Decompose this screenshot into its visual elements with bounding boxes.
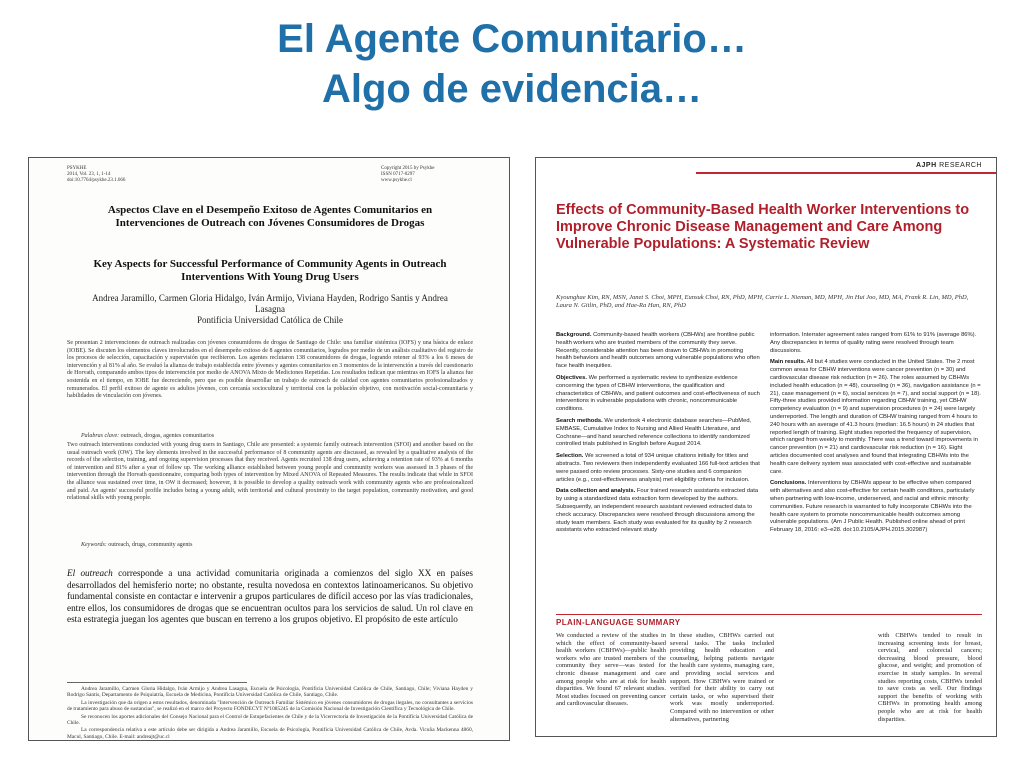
abstract-section [556,488,760,535]
body-lead-term: El outreach [67,568,113,578]
footnote-item: Andrea Jaramillo, Carmen Gloria Hidalgo, Iván Armijo y Andrea Lasagna, Escuela de Psicología, Pontificia Universidad Católica de Chile, Santiago, Chile; Viviana Hayden y Rodrigo Santis, Departamento de Psiquiatría, Escuela de Medicina, Pontificia Universidad Católica de Chile, Santiago, Chile. [67,686,473,699]
article-authors [89,293,451,326]
abstract-section-head: Conclusions. [770,480,807,487]
abstract-section [770,332,982,355]
author-names: Andrea Jaramillo, Carmen Gloria Hidalgo, Iván Armijo, Viviana Hayden, Rodrigo Santis y Andrea Lasagna [92,293,448,314]
abstract-section [556,453,760,484]
slide-title-line-2: Algo de evidencia… [321,67,703,111]
journal-name: AJPH [915,162,937,169]
article-title: Effects of Community-Based Health Worker Interventions to Improve Chronic Disease Management and Care Among Vulnerable Populations: A Systematic Review [556,202,970,252]
footnote-item: Se reconocen los aportes adicionales del Consejo Nacional para el Control de Estupefacientes de Chile y de la Vicerrectoría de Investigación de la Pontificia Universidad Católica de Chile. [67,713,473,727]
abstract-section [556,418,760,449]
footnote-divider [67,682,247,683]
abstract-section-text: Community-based health workers (CBHWs) are frontline public health workers who are trusted members of the community they serve. Recently, considerable attention has been drawn to CBHWs in promoting health behaviors and health outcomes among vulnerable populations who often face health inequities. [556,332,760,370]
footnote-item: La investigación que da origen a estos resultados, denominada "Intervención de Outreach Familiar Sistémico en jóvenes consumidores de drogas ilegales, no consultantes a servicios de tratamiento para abuso de sustancias", se realizó en el marco del Proyecto FONDECYT Nº1085245 de la Comisión Nacional de Investigación Científica y Tecnológica de Chile. [67,699,473,713]
paper-psykhe-page [28,157,510,741]
abstract-section-head: Main results. [770,359,806,366]
abstract-section [770,359,982,476]
plain-summary-column: We conducted a review of the studies in which the effect of community-based health workers (CBHWs)—public health workers who are trusted members of the community they serve—was tested for chronic disease management and care among people who are at risk for health disparities. We found 67 relevant studies. Most studies focused on preventing cancer and cardiovascular diseases. [556,632,666,708]
abstract-section [770,480,982,535]
keywords-spanish-label: Palabras clave: [81,433,120,439]
keywords-spanish [81,433,473,440]
keywords-english-values: outreach, drugs, community agents [108,542,193,548]
abstract-section-text: All but 4 studies were conducted in the United States. The 2 most common areas for CBHW interventions were cancer prevention (n = 30) and cardiovascular disease risk reduction (n = 26). The roles assumed by CBHWs included health education (n = 48), counseling (n = 36), navigation assistance (n = 21), case management (n = 6), social services (n = 7), and social support (n = 18). Fifty-three studies provided information regarding CBHW training, yet CBHW competency evaluation (n = 9) and supervision procedures (n = 24) were largely underreported. The length and duration of CBHW training ranged from 4 hours to 240 hours with an average of 41.3 hours (median: 16.5 hours) in 24 studies that reported length of training. Eight studies reported the frequency of supervision, which ranged from weekly to monthly. There was a trend toward improvements in cancer prevention (n = 21) and cardiovascular risk reduction (n = 16). Eight articles documented cost analyses and found that integrating CBHWs into the health care delivery system was associated with cost-effective and sustainable care. [770,359,981,475]
article-authors: Kyounghae Kim, RN, MSN, Janet S. Choi, MPH, Eunsuk Choi, RN, PhD, MPH, Carrie L. Nieman, MD, MPH, Jin Hui Joo, MD, MA, Frank R. Lin, MD, PhD, Laura N. Gitlin, PhD, and Hae-Ra Han, RN, PhD [556,294,969,309]
abstract-section-text: information. Interrater agreement rates ranged from 61% to 91% (average 86%). Any discrepancies in terms of quality rating were resolved through team discussions. [770,332,977,354]
abstract-column-left [556,332,760,539]
journal-section: RESEARCH [939,162,982,169]
abstract-section-head: Selection. [556,453,584,460]
abstract-section-head: Data collection and analysis. [556,488,636,495]
article-title-spanish: Aspectos Clave en el Desempeño Exitoso de Agentes Comunitarios en Intervenciones de Outreach con Jóvenes Consumidores de Drogas [107,204,433,229]
body-paragraph: corresponde a una actividad comunitaria originada a comienzos del siglo XX en países desarrollados del hemisferio norte; no obstante, resulta novedosa en contextos latinoamericanos. Su objetivo fundamental consiste en contactar e intervenir a grupos particulares de difícil acceso por las vías tradicionales, entre ellos, los consumidores de drogas que se encuentran ocultos para los servicios de salud. Un rol clave en esta estrategia juegan los agentes que buscan en terreno a los grupos objetivo. El propósito de este artículo [67,568,474,625]
abstract-column-right [770,332,982,539]
journal-meta-left: PSYKHE 2014, Vol. 23, 1, 1-14 doi:10.7764/psykhe.23.1.666 [67,166,126,183]
abstract-section-text: We undertook 4 electronic database searches—PubMed, EMBASE, Cumulative Index to Nursing and Allied Health Literature, and Cochrane—and hand searched reference collections to identify randomized controlled trials published in English before August 2014. [556,417,752,448]
journal-meta-right: Copyright 2015 by Psykhe ISSN 0717-0297 www.psykhe.cl [381,166,435,183]
plain-summary-divider [556,614,982,615]
abstract-section-text: We performed a systematic review to synthesize evidence concerning the types of CBHW interventions, the qualification and characteristics of CBHWs, and patient outcomes and cost-effectiveness of such interventions in vulnerable populations with chronic, noncommunicable conditions. [556,374,760,413]
paper-ajph-page [535,157,997,737]
author-affiliation: Pontificia Universidad Católica de Chile [197,315,343,325]
journal-header [536,158,996,174]
abstract-section-head: Background. [556,332,592,338]
plain-summary-heading: PLAIN-LANGUAGE SUMMARY [556,618,681,627]
keywords-english-label: Keywords: [81,542,107,548]
abstract-section-text: Four trained research assistants extracted data by using a standardized data extraction form developed by the authors. Subsequently, an independent research assistant reviewed extracted data to check accuracy. Discrepancies were resolved through discussions among the study team members. Each study was evaluated for its quality by 2 research assistants who extracted relevant study [556,488,759,534]
footnotes [67,686,473,741]
abstract-section-head: Objectives. [556,374,587,381]
plain-summary-column: In these studies, CBHWs carried out several tasks. The tasks included providing health education and counseling, helping patients navigate the health care systems, managing care, and providing social services and support. How CBHWs were trained or verified for their ability to carry out certain tasks, or who supervised their work was mostly underreported. Compared with no intervention or other alternatives, partnering [670,632,774,723]
abstract-section [556,332,760,371]
footnote-item: La correspondencia relativa a este artículo debe ser dirigida a Andrea Jaramillo, Escuela de Psicología, Pontificia Universidad Católica de Chile, Avda. Vicuña Mackenna 4860, Macul, Santiago, Chile. E-mail: andreajt@uc.cl [67,727,473,740]
journal-section-label [916,162,982,169]
abstract-section-text: We screened a total of 934 unique citations initially for titles and abstracts. Two reviewers then independently evaluated 166 full-text articles that were passed onto review processes. Sixty-one studies and 6 companion articles (e.g., cost-effectiveness analysis) met eligibility criteria for inclusion. [556,453,760,483]
slide-title [0,14,1024,114]
plain-summary-column: with CBHWs tended to result in increasing screening tests for breast, cervical, and colorectal cancers; decreasing blood pressure, blood glucose, and weight; and promotion of exercise in study samples. In several studies reporting costs, CBHWs tended to save costs as well. Our findings support the benefits of working with CBHWs in promoting health among people who are at risk for health disparities. [878,632,982,723]
abstract-section [556,375,760,414]
abstract-section-head: Search methods. [556,417,603,424]
article-body-text [67,568,473,626]
keywords-english [81,542,473,549]
slide-title-line-1: El Agente Comunitario… [277,17,747,61]
abstract-english: Two outreach interventions conducted with young drug users in Santiago, Chile are presented: a systemic family outreach intervention (SFOI) and another based on the usual outreach work (OW). The key elements involved in the successful performance of 8 community agents are discussed, as revealed by a qualitative analysis of the records of the selection, training, and ongoing supervision processes that they received. Agents recruited 138 drug users, achieving a retention rate of 93% at 6 months of intervention and 81% after a year of follow up. The working alliance established between young people and community workers was assessed in 3 phases of the intervention through the Horvath questionnaire, comparing both types of intervention by Mixed ANOVA of Repeated Measures. The results indicate that while in SFOI the alliance was sustained over time, in OW it decreased; however, it is possible to develop a quality outreach work with community agents who are professionalized and paid. An agents' successful profile includes being a young adult, with territorial and cultural proximity to the target population, community motivation, and good relational skills with young people. [67,442,473,502]
abstract-spanish: Se presentan 2 intervenciones de outreach realizadas con jóvenes consumidores de drogas de Santiago de Chile: una familiar sistémica (IOFS) y una básica de enlace (IOBE). Se discuten los elementos claves involucrados en el desempeño exitoso de 8 agentes comunitarios, logrados por medio de un análisis cualitativo del registro de los procesos de selección, capacitación y supervisión que recibieron. Los agentes reclutaron 138 consumidores de drogas, logrando retener al 93% a los 6 meses de intervención y al 81% al año. Se evaluó la alianza de trabajo establecida entre jóvenes y agentes comunitarios en 3 momentos de la intervención a través del cuestionario de Horvath, comparando ambos tipos de intervención por medio de ANOVA Mixto de Mediciones Repetidas. Los resultados indican que mientras en IOFS la alianza fue sostenida en el tiempo, en IOBE fue decreciendo, pero que es posible desarrollar un trabajo de outreach de calidad con agentes comunitarios profesionalizados y remunerados. El perfil exitoso de agente es adultos jóvenes, con cercanía sociocultural y territorial con la población objetivo, con motivación social-comunitaria y habilidades de vinculación con jóvenes. [67,340,473,400]
keywords-spanish-values: outreach, drogas, agentes comunitarios [120,433,215,439]
abstract-section-text: Interventions by CBHWs appear to be effective when compared with alternatives and also cost-effective for certain health conditions, particularly when partnering with low-income, underserved, and racial and ethnic minority communities. Future research is warranted to fully incorporate CBHWs into the health care system to promote noncommunicable health outcomes among vulnerable populations. (Am J Public Health. Published online ahead of print February 18, 2016: e3–e28. doi:10.2105/AJPH.2015.302987) [770,480,975,534]
header-red-rule [696,172,996,174]
article-title-english: Key Aspects for Successful Performance of Community Agents in Outreach Interventions With Young Drug Users [93,258,447,283]
